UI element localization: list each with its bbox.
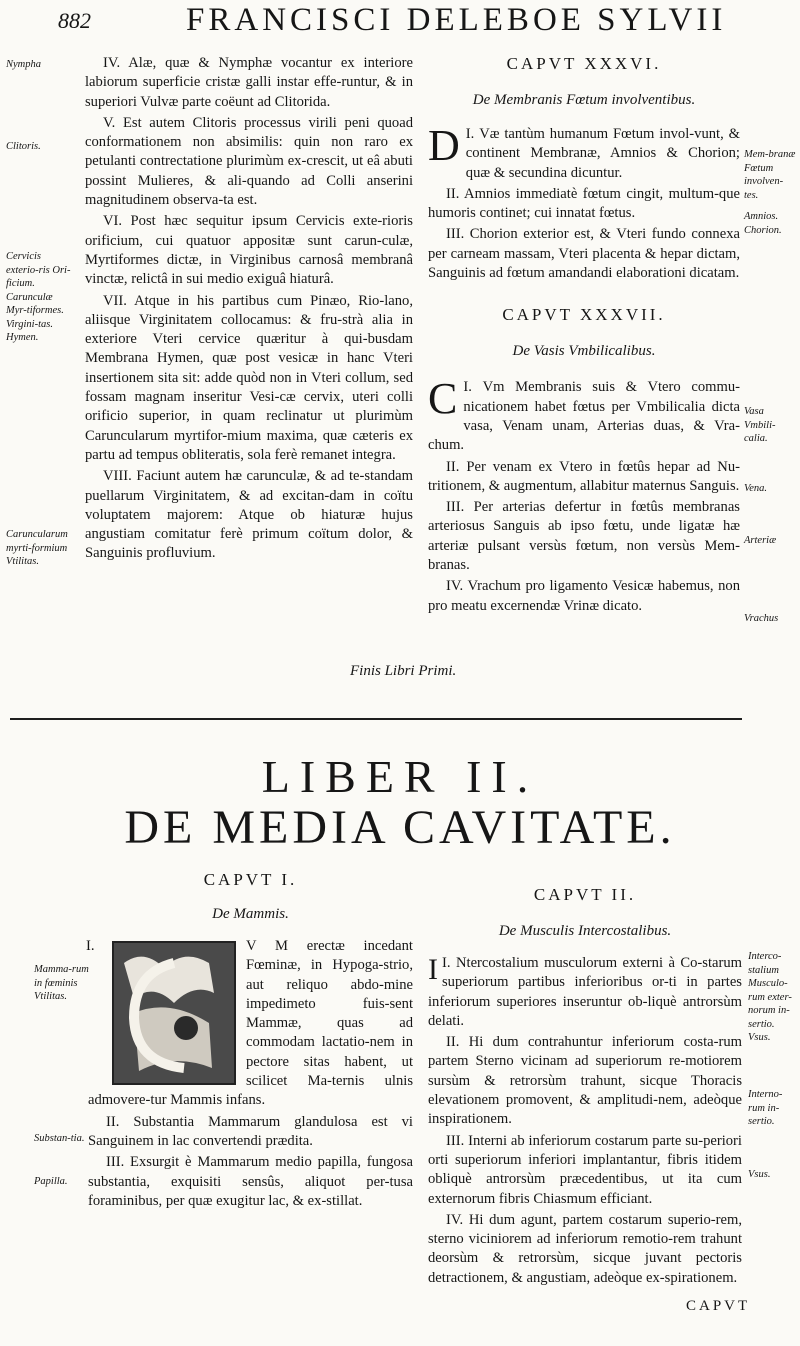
paragraph-text: Chorion exterior est, & Vteri fundo connexa per carneam massam, Vteri placenta & hepar dictam, Sanguinis ad fœtum amandandi elaborationi dicatam.	[428, 226, 740, 282]
section-rule	[10, 718, 742, 720]
marginal-note: Caruncularum myrti-formium Vtilitas.	[6, 529, 68, 567]
paragraph-number: VIII.	[103, 468, 137, 485]
paragraph-number: VII.	[103, 292, 135, 309]
marginal-note: Mem-branæ Fœtum involven-tes.	[744, 149, 796, 201]
paragraph-number: III.	[446, 1132, 469, 1149]
caput-36-heading: CAPVT XXXVI.	[506, 54, 662, 73]
decorated-initial-c	[112, 941, 236, 1085]
paragraph-text: Atque in his partibus cum Pinæo, Rio-lano, aliisque Virginitatem collocamus: & fru-strà alia in exteriore Vteri cervice quæritur à qui-busdam Membrana Hymen, quæ post vesicæ in hanc Vteri insertionem sita sit: adde quòd non in Vteri collum, sed fossam magnam inseritur Vesi-cæ cervix, uteri colli orificio superior, in quam reclinatur ut plurimùm Caruncularum myrtifor-mium maxima, quæ cæteris ex partu ad tempus obliteratis, sola ferè remanet integra.	[85, 292, 413, 463]
caput-2-para-3	[428, 1132, 742, 1209]
marginal-note: Clitoris.	[6, 141, 41, 152]
paragraph-number: VI.	[103, 213, 131, 230]
paragraph-number: II.	[446, 458, 467, 475]
paragraph-number: I.	[463, 379, 483, 396]
paragraph-number: IV.	[103, 55, 129, 71]
finis-libri: Finis Libri Primi.	[350, 663, 457, 679]
caput-1-para-1: V M erectæ incedant Fœminæ, in Hypoga-strio, aut reliquo abdo-mine impedimeto fuis-sent Mammæ, quas ad commodam lactatio-nem in pectore sitas habent, ut scilicet Ma-ternis ulnis admovere-tur Mammis infans.	[88, 938, 413, 1109]
paragraph-text: Post hæc sequitur ipsum Cervicis exte-rioris orificium, cui quatuor appositæ sunt carun-culæ, Myrtiformes dictæ, in Virginibus carnosâ membranâ vinctæ, relictâ in sui medio exiguâ hiaturâ.	[85, 213, 413, 288]
liber-subtitle: DE MEDIA CAVITATE.	[124, 801, 676, 854]
paragraph-text: Faciunt autem hæ carunculæ, & ad te-standam puellarum Virginitatem, & ad excitan-dam in coïtu voluptatem majorem: Atque ob hiaturæ hujus angustiam comitatur ferè primum coïtum dolor, & Sanguinis profluvium.	[85, 468, 413, 562]
top-left-para-3	[85, 212, 413, 289]
caput-37-para-3	[428, 498, 740, 575]
page-number: 882	[58, 8, 91, 33]
caput-2-subtitle: De Musculis Intercostalibus.	[498, 923, 672, 939]
caput-2-heading: CAPVT II.	[533, 885, 637, 904]
marginal-note: Amnios. Chorion.	[744, 211, 782, 236]
paragraph-number: IV.	[446, 1211, 469, 1228]
caput-1-para-1	[88, 1113, 413, 1152]
marginal-note: Substan-tia.	[34, 1133, 85, 1144]
paragraph-text: Est autem Clitoris processus virili peni quoad conformationem non absimilis: quin non raro ex petulanti contrectatione plurimùm ex-crescit, ut eâ abuti possint Mulieres, & ali-quando ad Colli anserini magnitudinem observa-ta est.	[85, 114, 413, 209]
bottom-right-column	[428, 885, 742, 1290]
marginal-note: Vsus.	[748, 1169, 771, 1180]
paragraph-text: Vm Membranis suis & Vtero commu-nicationem habet fœtus per Vmbilicalia dicta vasa, Venam unam, Arterias duas, & Vra-chum.	[428, 379, 740, 454]
bottom-left-column	[88, 870, 413, 1213]
paragraph-number: I.	[442, 955, 456, 971]
paragraph-text: Per arterias defertur in fœtûs membranas arteriosus Sanguis ab ipso fœtu, unde ligatæ hæ arteriæ pulsant versùs fœtum, non versùs Mem-branas.	[428, 499, 740, 574]
paragraph-text: Exsurgit è Mammarum medio papilla, fungosa substantia, exquisiti sensûs, aliquot per-tusa foraminibus, per quæ exugitur lac, & ex-stillat.	[88, 1154, 413, 1209]
paragraph-text: Hi dum contrahuntur inferiorum costa-rum partem Sterno vicinam ad superiorum re-motiorem sursùm & retrorsùm trahunt, sicque Thoracis elevationem promovent, & amplitudi-nem, adeòque inspirationem.	[428, 1034, 742, 1128]
caput-37-subtitle: De Vasis Vmbilicalibus.	[512, 343, 656, 360]
marginal-note: Vasa Vmbili-calia.	[744, 406, 776, 444]
top-left-para-2	[85, 114, 413, 210]
caput-36-subtitle: De Membranis Fœtum involventibus.	[472, 92, 696, 108]
marginal-note: Vena.	[744, 483, 768, 494]
caput-36-para-3	[428, 225, 740, 283]
caput-37-para-4	[428, 577, 740, 616]
paragraph-number: III.	[446, 499, 474, 516]
top-left-column	[85, 54, 413, 566]
caput-1-heading: CAPVT I.	[203, 870, 298, 889]
marginal-note: Papilla.	[34, 1176, 68, 1187]
caput-1-para-1-number: I.	[86, 938, 95, 954]
caput-37-para-2	[428, 458, 740, 497]
catchword: CAPVT	[686, 1298, 751, 1314]
caput-2-para-1	[428, 954, 742, 1031]
paragraph-number: IV.	[446, 578, 468, 595]
drop-cap: I	[428, 953, 438, 986]
drop-cap: C	[428, 374, 458, 424]
running-title: FRANCISCI DELEBOE SYLVII	[186, 2, 727, 38]
caput-1-para-2	[88, 1153, 413, 1211]
caput-2-para-4	[428, 1211, 742, 1288]
paragraph-number: III.	[106, 1154, 131, 1171]
caput-37-para-1	[428, 374, 740, 455]
top-left-para-4	[85, 292, 413, 466]
paragraph-number: II.	[446, 1034, 469, 1051]
marginal-note: Cervicis exterio-ris Ori-ficium. Carunculæ Myr-tiformes. Virgini-tas. Hymen.	[6, 251, 71, 343]
paragraph-text: Alæ, quæ & Nymphæ vocantur ex interiore labiorum superficie cristæ galli instar effe-runtur, & in superiori Vulvæ parte coëunt ad Clitorida.	[85, 55, 413, 110]
paragraph-text: Interni ab inferiorum costarum parte su-periori orti superiorum inferiori implantantur, fibris itidem obliquè antrorsùm præcedentibus, ut ita cum externorum fibris Chiasmum efficiant.	[428, 1132, 742, 1207]
paragraph-text: Per venam ex Vtero in fœtûs hepar ad Nu-tritionem, & augmentum, allabitur maternus Sanguis.	[428, 458, 740, 494]
marginal-note: Vrachus	[744, 613, 779, 624]
paragraph-number: I.	[465, 126, 480, 142]
drop-cap: D	[428, 121, 460, 170]
paragraph-text: Væ tantùm humanum Fœtum invol-vunt, & continent Membranæ, Amnios & Chorion; quæ & secundina dicuntur.	[465, 126, 740, 181]
caput-36-para-2	[428, 185, 740, 224]
top-right-column	[428, 54, 740, 618]
paragraph-number: V.	[103, 114, 123, 131]
top-left-para-5	[85, 467, 413, 563]
caput-37-heading: CAPVT XXXVII.	[502, 305, 666, 325]
paragraph-text: Vrachum pro ligamento Vesicæ habemus, non pro meatu excernendæ Vrinæ dicato.	[428, 578, 740, 614]
caput-2-para-2	[428, 1033, 742, 1129]
paragraph-text: Hi dum agunt, partem costarum superio-rem, sterno viciniorem ad inferiorum remotio-rem trahunt deorsùm & retrorsùm, sicque juvant pectoris detractionem, & angustiam, adeòque ex-spirationem.	[428, 1211, 742, 1286]
paragraph-number: II.	[446, 185, 465, 202]
paragraph-number: III.	[446, 226, 470, 243]
paragraph-text: Amnios immediatè fœtum cingit, multum-que humoris continet; cui innatat fœtus.	[428, 185, 740, 222]
caput-1-subtitle: De Mammis.	[212, 906, 289, 922]
ornamental-initial-icon	[114, 943, 234, 1083]
caput-36-para-1	[428, 121, 740, 183]
marginal-note: Arteriæ	[744, 535, 777, 546]
marginal-note: Interco-stalium Musculo-rum exter-norum in-sertio. Vsus.	[748, 951, 792, 1043]
marginal-note: Mamma-rum in fœminis Vtilitas.	[34, 964, 89, 1002]
top-left-para-1	[85, 54, 413, 112]
paragraph-number: II.	[106, 1113, 134, 1130]
paragraph-text: Substantia Mammarum glandulosa est vi Sanguinem in lac convertendi prædita.	[88, 1113, 413, 1149]
marginal-note: Interno-rum in-sertio.	[748, 1089, 783, 1127]
marginal-note: Nympha	[6, 59, 41, 70]
liber-title: LIBER II.	[261, 751, 539, 802]
paragraph-text: Ntercostalium musculorum externi à Co-starum superiorum partibus inferioribus or-ti in partes inferiorum superiores inseruntur ob-liquè antrorsùm delati.	[428, 955, 742, 1029]
